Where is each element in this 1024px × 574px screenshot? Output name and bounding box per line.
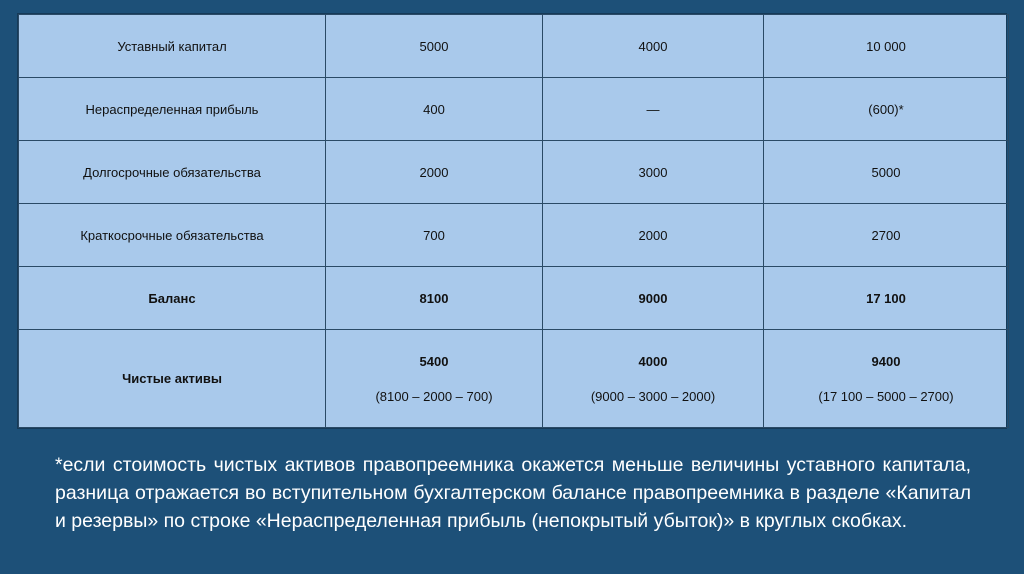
table-cell <box>326 330 543 428</box>
table-row <box>19 204 1009 267</box>
net-assets-formula: (8100 – 2000 – 700) <box>375 388 493 404</box>
net-assets-value: 5400 <box>419 353 449 369</box>
table-cell: 5000 <box>326 15 543 78</box>
table-cell: 700 <box>326 204 543 267</box>
table-row <box>19 141 1009 204</box>
table-row <box>19 15 1009 78</box>
row-label-retained-earnings: Нераспределенная прибыль <box>19 78 326 141</box>
row-label-authorized-capital: Уставный капитал <box>19 15 326 78</box>
net-assets-value: 9400 <box>871 353 901 369</box>
row-label-long-term-liabilities: Долгосрочные обязательства <box>19 141 326 204</box>
table-row <box>19 267 1009 330</box>
table-cell: (600)* <box>764 78 1009 141</box>
footnote-text: *если стоимость чистых активов правопреемника окажется меньше величины уставного капитала, разница отражается во вступительном бухгалтерском балансе правопреемника в разделе «Капитал и резервы» по строке «Нераспределенная прибыль (непокрытый убыток)» в круглых скобках. <box>55 454 971 532</box>
table-row <box>19 78 1009 141</box>
balance-table-grid <box>18 14 1009 428</box>
table-cell: 400 <box>326 78 543 141</box>
table-cell: 4000 <box>543 15 764 78</box>
table-cell: — <box>543 78 764 141</box>
table-cell: 2000 <box>326 141 543 204</box>
table-cell: 2000 <box>543 204 764 267</box>
table-cell <box>764 330 1009 428</box>
table-cell: 5000 <box>764 141 1009 204</box>
table-cell: 8100 <box>326 267 543 330</box>
table-cell <box>543 330 764 428</box>
net-assets-formula: (17 100 – 5000 – 2700) <box>818 388 954 404</box>
balance-table <box>17 13 1007 429</box>
row-label-balance: Баланс <box>19 267 326 330</box>
table-cell: 3000 <box>543 141 764 204</box>
table-row <box>19 330 1009 428</box>
net-assets-formula: (9000 – 3000 – 2000) <box>590 388 716 404</box>
net-assets-value: 4000 <box>638 353 668 369</box>
table-cell: 10 000 <box>764 15 1009 78</box>
row-label-short-term-liabilities: Краткосрочные обязательства <box>19 204 326 267</box>
table-cell: 17 100 <box>764 267 1009 330</box>
row-label-net-assets: Чистые активы <box>19 330 326 428</box>
table-cell: 9000 <box>543 267 764 330</box>
table-cell: 2700 <box>764 204 1009 267</box>
